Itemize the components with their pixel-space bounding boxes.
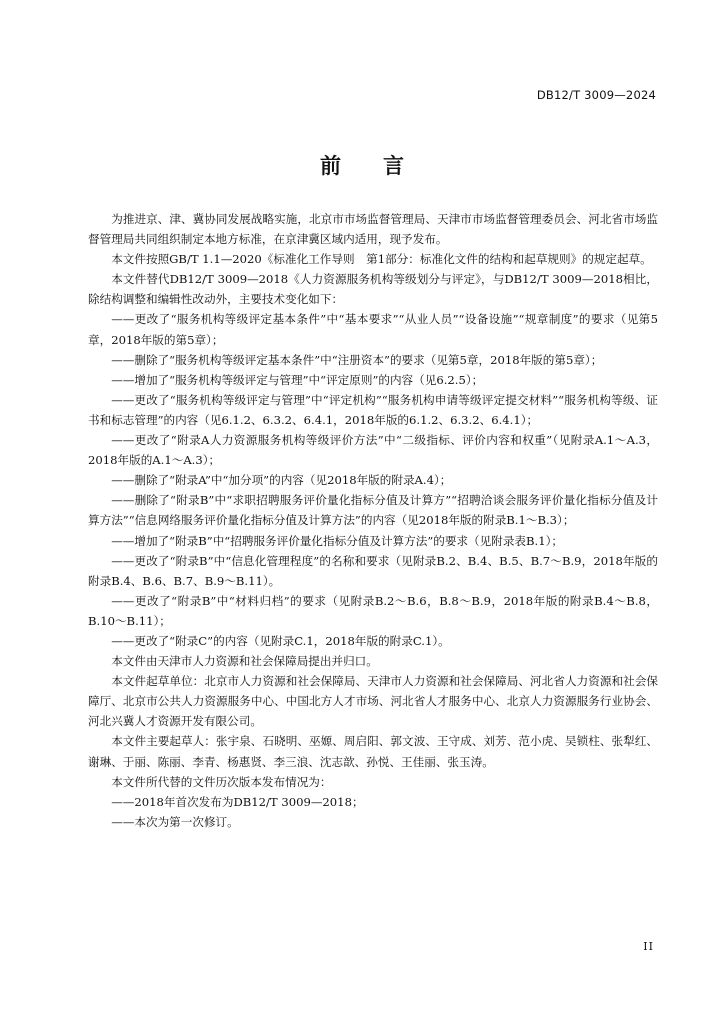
page-number: II <box>643 940 654 953</box>
document-code: DB12/T 3009—2024 <box>536 88 656 102</box>
list-item: ——更改了“附录B”中“信息化管理程度”的名称和要求（见附录B.2、B.4、B.5、B.7～B.9，2018年版的附录B.4、B.6、B.7、B.9～B.11）。 <box>88 553 658 588</box>
paragraph: 本文件按照GB/T 1.1—2020《标准化工作导则 第1部分：标准化文件的结构和起草规则》的规定起草。 <box>111 252 652 267</box>
list-item: ——2018年首次发布为DB12/T 3009—2018； <box>111 794 364 809</box>
paragraph: 本文件由天津市人力资源和社会保障局提出并归口。 <box>111 654 378 669</box>
list-item: ——更改了“附录C”的内容（见附录C.1，2018年版的附录C.1）。 <box>111 633 450 648</box>
paragraph: 本文件所代替的文件历次版本发布情况为： <box>111 774 332 789</box>
list-item: ——删除了“服务机构等级评定基本条件”中“注册资本”的要求（见第5章，2018年版的第5章）； <box>111 352 603 367</box>
list-item: ——更改了“附录B”中“材料归档”的要求（见附录B.2～B.6，B.8～B.9，2018年版的附录B.4～B.8，B.10～B.11）； <box>88 593 658 628</box>
list-item: ——删除了“附录B”中“求职招聘服务评价量化指标分值及计算方”“招聘洽谈会服务评价量化指标分值及计算方法”“信息网络服务评价量化指标分值及计算方法”的内容（见2018年版的附录B.1～B.3）； <box>88 493 658 528</box>
list-item: ——本次为第一次修订。 <box>111 814 239 829</box>
list-item: ——更改了“服务机构等级评定与管理”中“评定机构”“服务机构申请等级评定提交材料”“服务机构等级、证书和标志管理”的内容（见6.1.2、6.3.2、6.4.1，2018年版的6.1.2、6.3.2、6.4.1）； <box>88 392 658 427</box>
list-item: ——增加了“附录B”中“招聘服务评价量化指标分值及计算方法”的要求（见附录表B.1）； <box>111 533 563 548</box>
list-item: ——增加了“服务机构等级评定与管理”中“评定原则”的内容（见6.2.5）； <box>111 372 484 387</box>
paragraph: 为推进京、津、冀协同发展战略实施，北京市市场监督管理局、天津市市场监督管理委员会、河北省市场监督管理局共同组织制定本地方标准，在京津冀区域内适用，现予发布。 <box>88 212 658 247</box>
paragraph: 本文件起草单位：北京市人力资源和社会保障局、天津市人力资源和社会保障局、河北省人力资源和社会保障厅、北京市公共人力资源服务中心、中国北方人才市场、河北省人才服务中心、北京人力资源服务行业协会、河北兴冀人才资源开发有限公司。 <box>88 674 658 729</box>
foreword-body <box>88 209 658 832</box>
list-item: ——删除了“附录A”中“加分项”的内容（见2018年版的附录A.4）； <box>111 473 452 488</box>
paragraph: 本文件替代DB12/T 3009—2018《人力资源服务机构等级划分与评定》，与DB12/T 3009—2018相比，除结构调整和编辑性改动外，主要技术变化如下： <box>88 272 658 307</box>
list-item: ——更改了“附录A人力资源服务机构等级评价方法”中“二级指标、评价内容和权重”（见附录A.1～A.3，2018年版的A.1～A.3）； <box>88 433 658 468</box>
page-title: 前言 <box>320 154 446 178</box>
paragraph: 本文件主要起草人：张宇泉、石晓明、巫嫄、周启阳、郭文波、王守成、刘芳、范小虎、吴锁柱、张犁红、谢琳、于丽、陈丽、李青、杨惠贤、李三浪、沈志歆、孙悦、王佳丽、张玉涛。 <box>88 734 658 769</box>
list-item: ——更改了“服务机构等级评定基本条件”中“基本要求”“从业人员”“设备设施”“规章制度”的要求（见第5章，2018年版的第5章）； <box>88 312 658 347</box>
